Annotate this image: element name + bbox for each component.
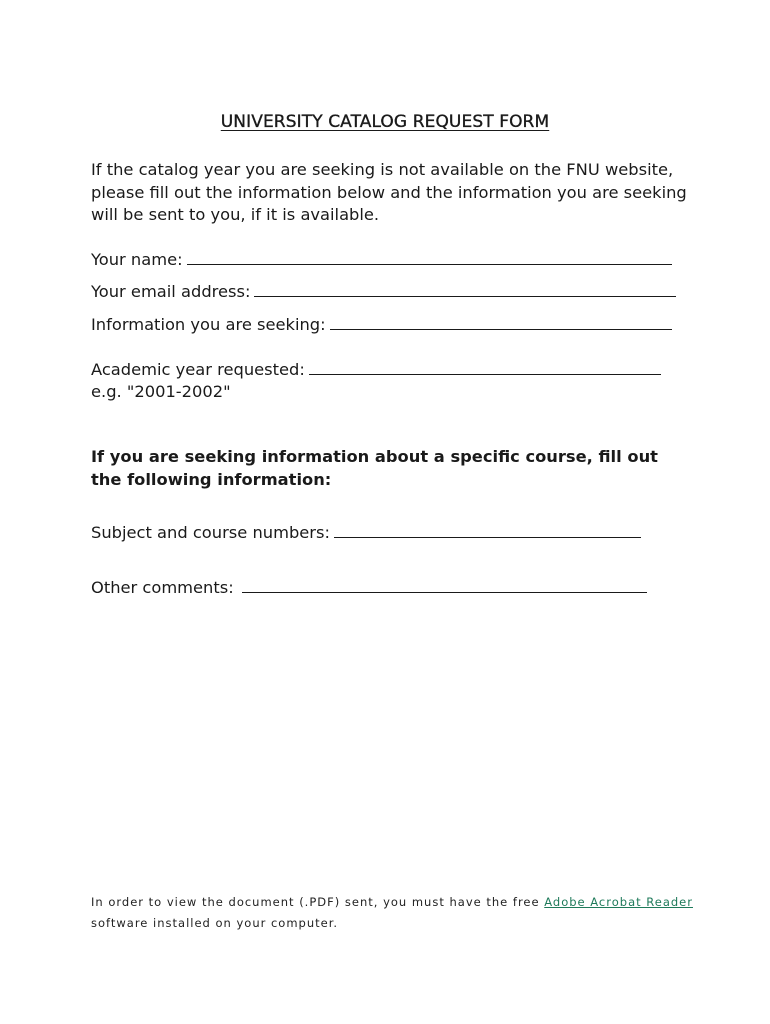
- adobe-reader-link[interactable]: Adobe Acrobat Reader: [544, 895, 693, 909]
- name-label: Your name:: [91, 250, 183, 269]
- intro-paragraph: If the catalog year you are seeking is not available on the FNU website, please fill out the information below and the information you are seeking will be sent to you, if it is available.: [91, 160, 687, 224]
- footer-text-before: In order to view the document (.PDF) sent, you must have the free: [91, 895, 545, 909]
- comments-field-row: [91, 577, 647, 599]
- year-field-row: [91, 359, 661, 381]
- year-blank-line[interactable]: [309, 360, 661, 375]
- subject-label: Subject and course numbers:: [91, 523, 330, 542]
- info-blank-line[interactable]: [330, 315, 672, 330]
- year-example: e.g. "2001-2002": [91, 382, 231, 401]
- info-label: Information you are seeking:: [91, 315, 326, 334]
- email-label: Your email address:: [91, 282, 251, 301]
- name-field-row: [91, 249, 672, 271]
- info-field-row: [91, 314, 672, 336]
- year-label: Academic year requested:: [91, 360, 305, 379]
- name-blank-line[interactable]: [187, 250, 672, 265]
- comments-label: Other comments:: [91, 578, 234, 597]
- course-section-heading: If you are seeking information about a specific course, fill out the following information:: [91, 447, 658, 489]
- footer-text-after: software installed on your computer.: [91, 916, 339, 930]
- footer-note: [91, 892, 701, 934]
- comments-blank-line[interactable]: [242, 578, 647, 593]
- form-title: UNIVERSITY CATALOG REQUEST FORM: [220, 112, 550, 132]
- email-blank-line[interactable]: [254, 282, 676, 297]
- email-field-row: [91, 281, 676, 303]
- subject-blank-line[interactable]: [334, 523, 641, 538]
- subject-field-row: [91, 522, 641, 544]
